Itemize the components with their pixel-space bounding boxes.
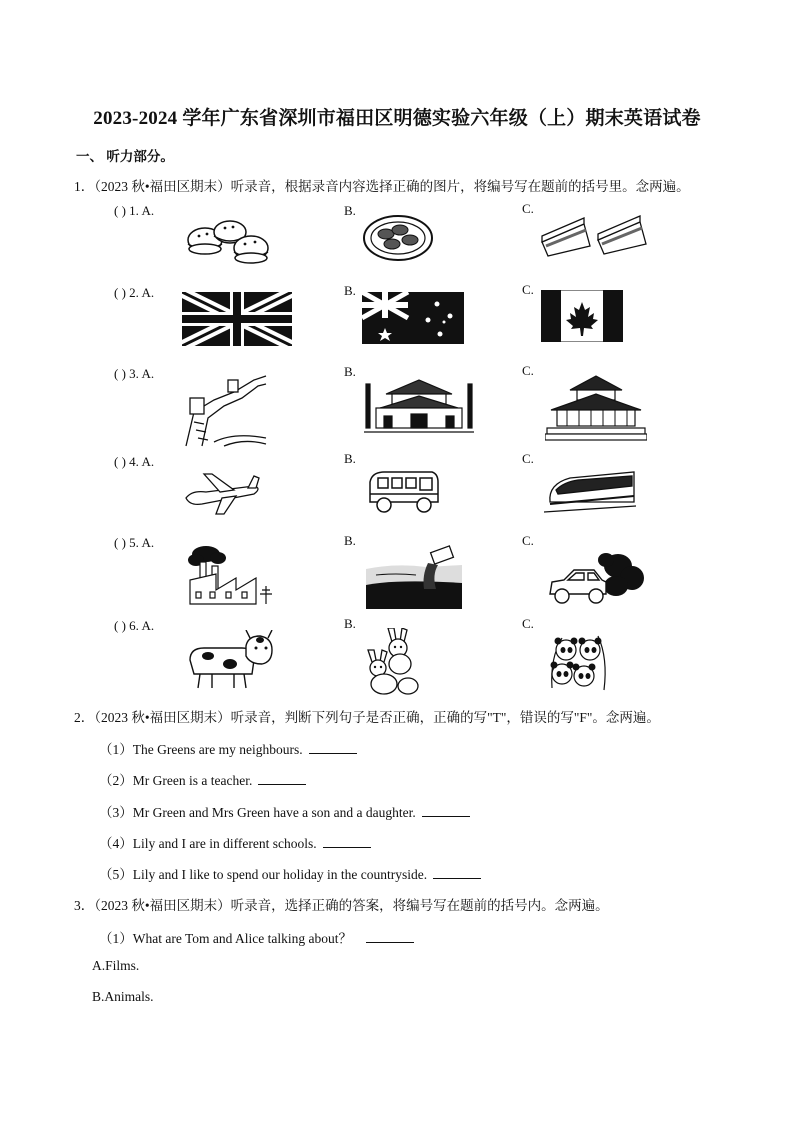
page-title: 2023-2024 学年广东省深圳市福田区明德实验六年级（上）期末英语试卷 — [93, 108, 701, 129]
q1-row-4-option-c: C. — [522, 451, 534, 466]
question-2-stem: 2．（2023 秋•福田区期末）听录音，判断下列句子是否正确，正确的写"T"，错误的写"F"。念两遍。 — [74, 710, 660, 725]
train-picture[interactable] — [544, 468, 636, 516]
q1-row-3-label: ( ) 3. A. — [114, 366, 155, 381]
section-heading: 一、 听力部分。 — [76, 149, 174, 164]
q1-row-1-option-b: B. — [344, 203, 356, 218]
q1-row-4-option-b: B. — [344, 451, 356, 466]
answer-blank[interactable] — [366, 941, 414, 943]
australia-flag-picture[interactable] — [362, 292, 464, 344]
q1-row-3-option-c: C. — [522, 363, 534, 378]
tiananmen-picture[interactable] — [364, 374, 474, 436]
canada-flag-picture[interactable] — [541, 290, 623, 342]
q1-row-2-label: ( ) 2. A. — [114, 285, 155, 300]
great-wall-picture[interactable] — [184, 372, 268, 448]
answer-blank[interactable] — [422, 815, 470, 817]
factory-smoke-picture[interactable] — [186, 544, 280, 606]
q1-row-4-label: ( ) 4. A. — [114, 454, 155, 469]
cow-picture[interactable] — [184, 630, 278, 692]
q3-choice-a[interactable]: A.Films. — [92, 958, 140, 973]
sandwiches-picture[interactable] — [540, 214, 650, 262]
q1-row-1-option-c: C. — [522, 201, 534, 216]
q1-row-2-option-b: B. — [344, 283, 356, 298]
plane-picture[interactable] — [182, 470, 262, 516]
answer-blank[interactable] — [433, 877, 481, 879]
q1-row-5-option-b: B. — [344, 533, 356, 548]
q1-row-6-option-b: B. — [344, 616, 356, 631]
q1-row-1-label: ( ) 1. A. — [114, 203, 155, 218]
rabbits-picture[interactable] — [362, 628, 424, 696]
uk-flag-picture[interactable] — [182, 292, 292, 346]
q1-row-5-option-c: C. — [522, 533, 534, 548]
q3-item-1: （1）What are Tom and Alice talking about？ — [99, 927, 414, 947]
dumplings-picture[interactable] — [362, 212, 434, 264]
q1-row-2-option-c: C. — [522, 282, 534, 297]
q1-row-3-option-b: B. — [344, 364, 356, 379]
burgers-picture[interactable] — [185, 218, 275, 270]
pandas-picture[interactable] — [548, 628, 610, 694]
q1-row-5-label: ( ) 5. A. — [114, 535, 155, 550]
car-exhaust-picture[interactable] — [546, 548, 646, 606]
q1-row-6-label: ( ) 6. A. — [114, 618, 155, 633]
q2-item-1: （1）The Greens are my neighbours. — [99, 738, 357, 758]
answer-blank[interactable] — [309, 752, 357, 754]
q2-item-5: （5）Lily and I like to spend our holiday in the countryside. — [99, 863, 481, 883]
answer-blank[interactable] — [323, 846, 371, 848]
answer-blank[interactable] — [258, 783, 306, 785]
q2-item-2: （2）Mr Green is a teacher. — [99, 769, 306, 789]
question-3-stem: 3．（2023 秋•福田区期末）听录音，选择正确的答案，将编号写在题前的括号内。念两遍。 — [74, 898, 609, 913]
q2-item-4: （4）Lily and I are in different schools. — [99, 832, 371, 852]
q1-row-6-option-c: C. — [522, 616, 534, 631]
q2-item-3: （3）Mr Green and Mrs Green have a son and a daughter. — [99, 801, 470, 821]
water-pollution-picture[interactable] — [366, 545, 462, 609]
question-1-stem: 1．（2023 秋•福田区期末）听录音，根据录音内容选择正确的图片，将编号写在题前的括号里。念两遍。 — [74, 179, 690, 194]
temple-picture[interactable] — [545, 374, 647, 442]
bus-picture[interactable] — [366, 470, 440, 514]
q3-choice-b[interactable]: B.Animals. — [92, 989, 154, 1004]
